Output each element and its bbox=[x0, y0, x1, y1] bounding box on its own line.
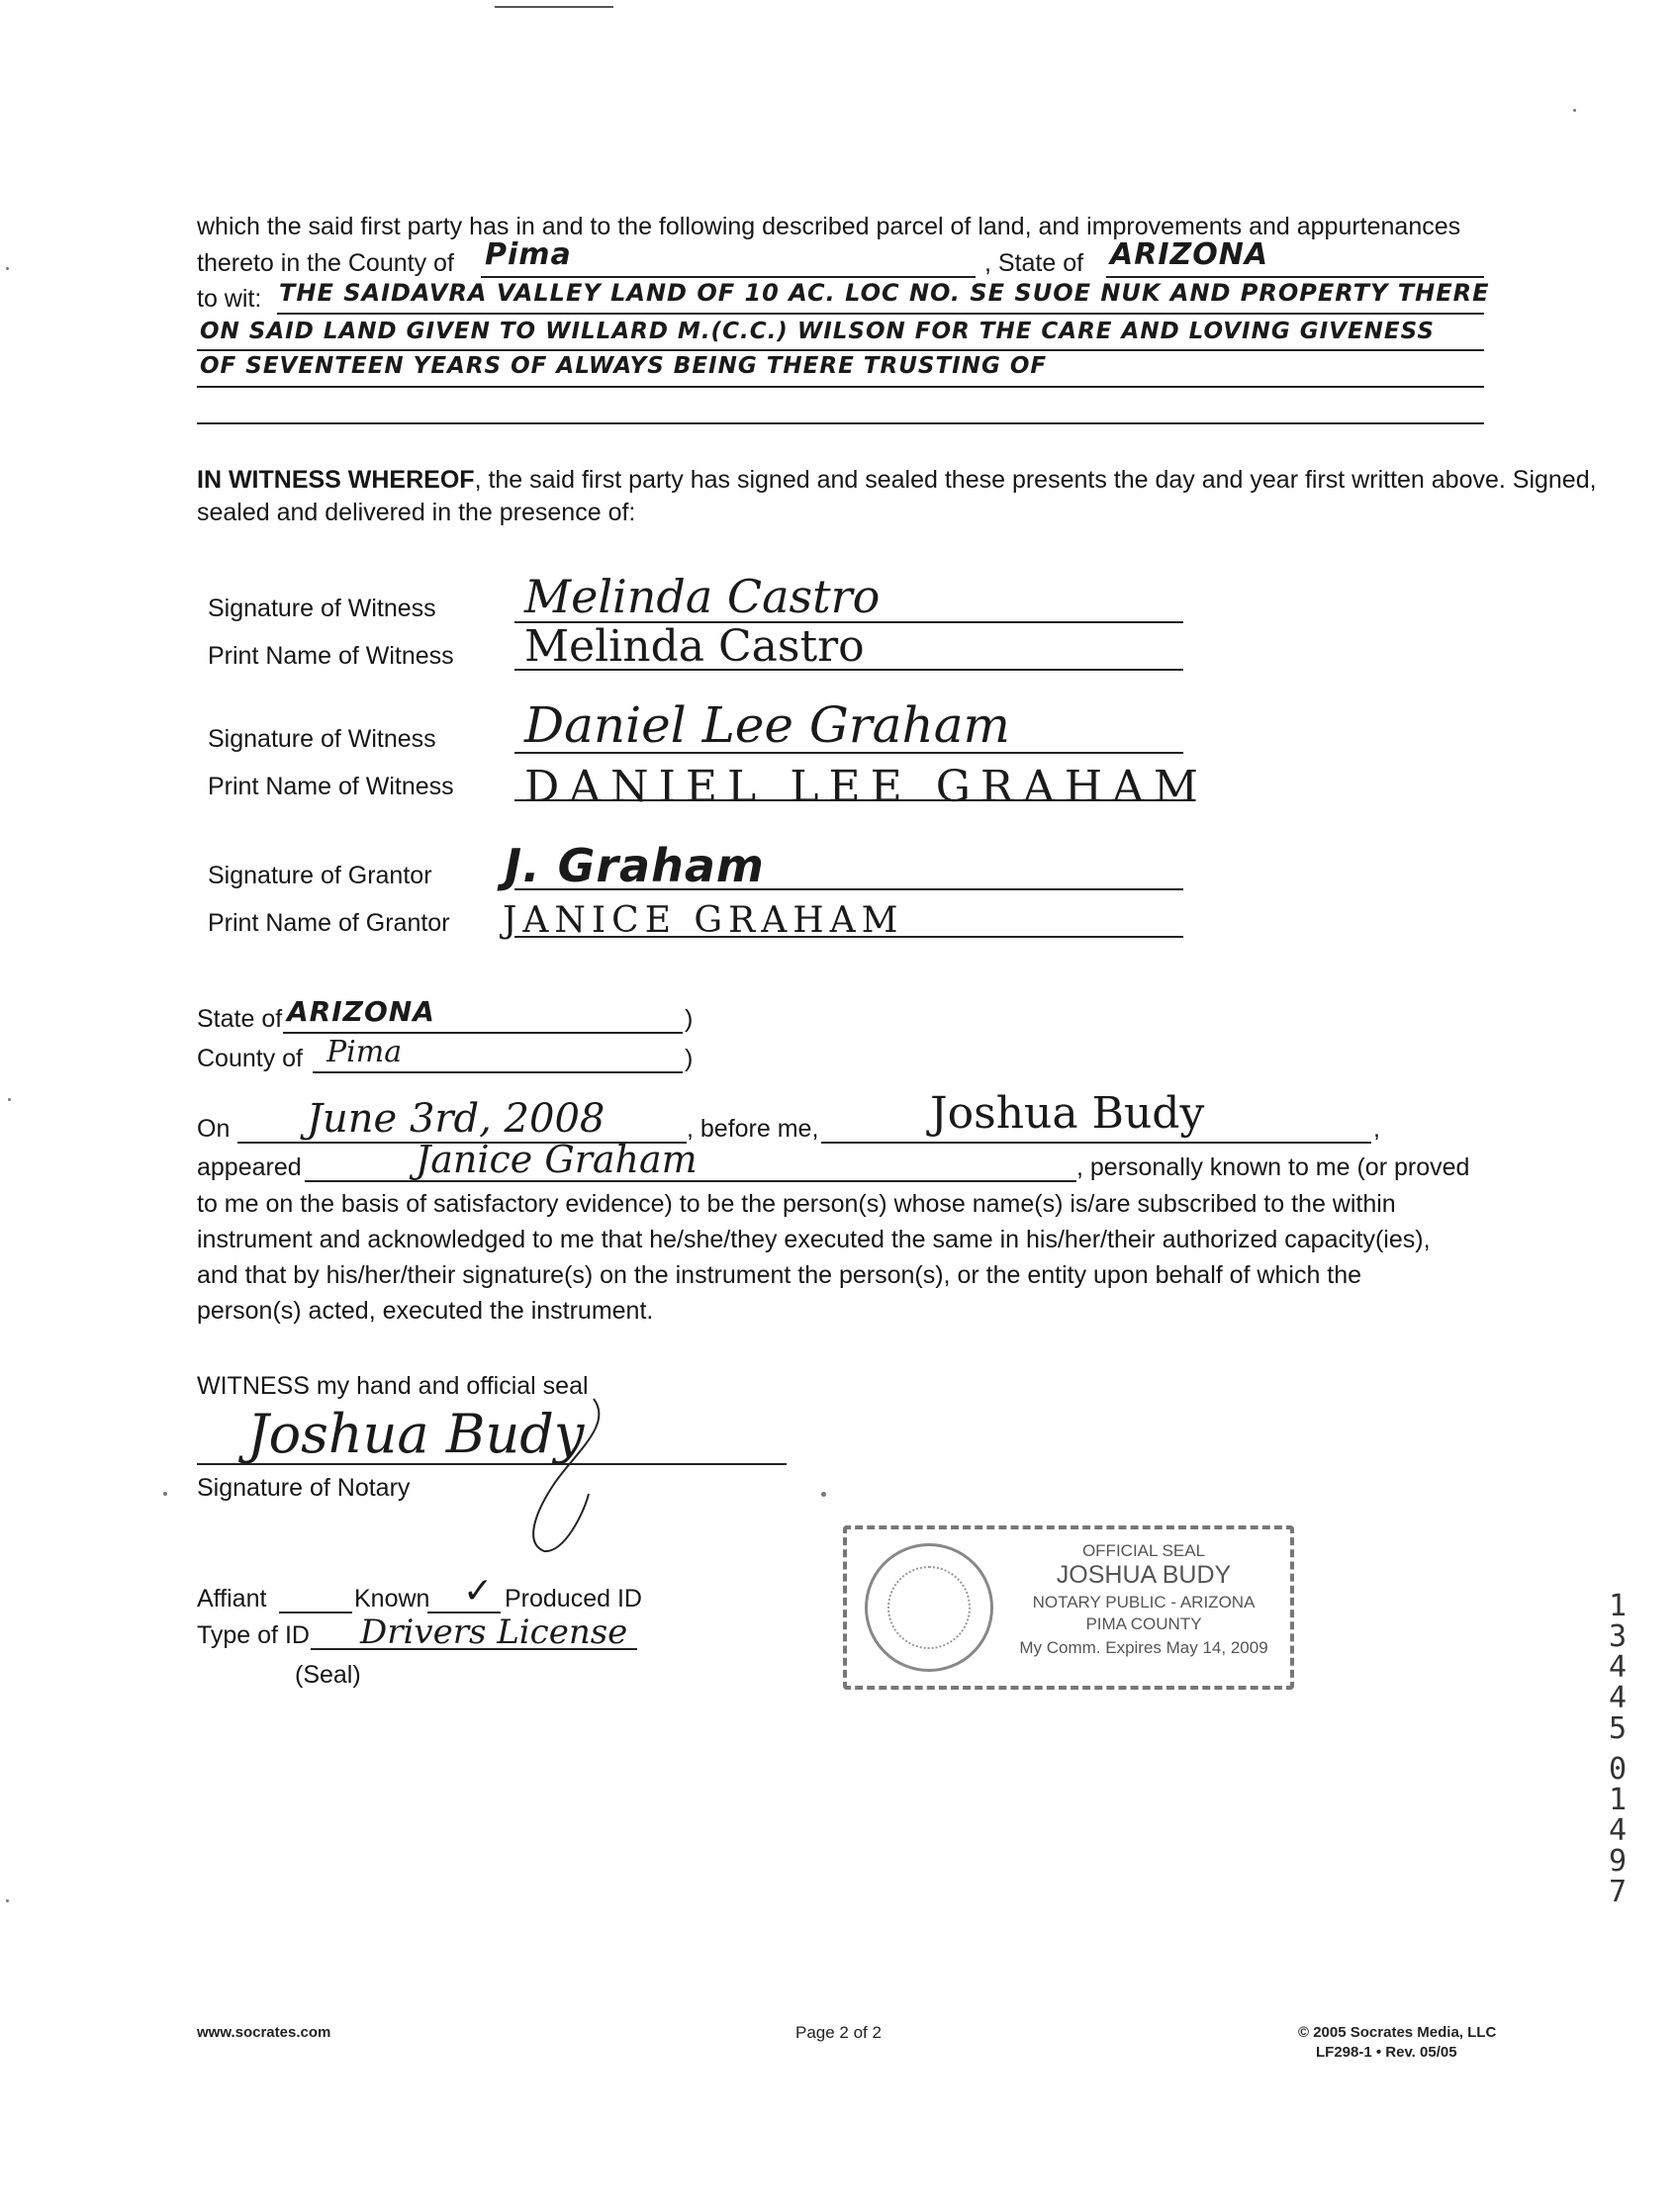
state-seal-inner-ring bbox=[887, 1566, 971, 1649]
scan-speck bbox=[163, 1492, 167, 1496]
desc-line-4 bbox=[197, 422, 1484, 424]
state-handwritten: ARIZONA bbox=[1110, 237, 1269, 272]
seal-line-4: PIMA COUNTY bbox=[1085, 1614, 1202, 1633]
scan-speck bbox=[1573, 109, 1576, 112]
scan-speck bbox=[495, 6, 613, 8]
ack-state-value: ARIZONA bbox=[287, 995, 435, 1028]
footer-website: www.socrates.com bbox=[197, 2024, 331, 2041]
ack-county-value: Pima bbox=[326, 1035, 403, 1069]
county-prefix: thereto in the County of bbox=[197, 249, 454, 277]
parcel-line-1: which the said first party has in and to the following described parcel of land, and improvements and appurtenances bbox=[197, 213, 1461, 240]
state-of-label: State of bbox=[197, 1005, 283, 1033]
appeared-label: appeared bbox=[197, 1153, 302, 1181]
scan-speck bbox=[6, 267, 9, 270]
before-me-comma: , bbox=[1373, 1115, 1380, 1143]
to-wit-prefix: to wit: bbox=[197, 285, 262, 313]
footer-form-number: LF298-1 • Rev. 05/05 bbox=[1316, 2044, 1457, 2061]
sig-value-5: J. Graham bbox=[505, 839, 765, 892]
county-handwritten: Pima bbox=[485, 237, 572, 272]
produced-check-mark: ✓ bbox=[463, 1571, 494, 1612]
ack-body-2: instrument and acknowledged to me that he/she/they executed the same in his/her/their authorized capacity(ies), bbox=[197, 1226, 1431, 1253]
sig-value-4: DANIEL LEE GRAHAM bbox=[524, 762, 1208, 812]
sig-label-1: Signature of Witness bbox=[208, 595, 436, 622]
desc-line-2 bbox=[197, 349, 1484, 351]
county-of-label: County of bbox=[197, 1045, 304, 1072]
ack-appeared-value: Janice Graham bbox=[416, 1138, 698, 1181]
notary-signature-value: Joshua Budy bbox=[247, 1403, 585, 1465]
sig-value-1: Melinda Castro bbox=[524, 570, 881, 623]
notary-name-line bbox=[821, 1142, 1371, 1144]
personally-known-text: , personally known to me (or proved bbox=[1076, 1153, 1470, 1181]
sig-value-3: Daniel Lee Graham bbox=[524, 696, 1010, 754]
desc-line-1 bbox=[277, 313, 1484, 315]
ack-body-1: to me on the basis of satisfactory evidence) to be the person(s) whose name(s) is/are subscribed to the within bbox=[197, 1190, 1396, 1218]
scan-speck bbox=[8, 1098, 11, 1101]
sig-label-5: Signature of Grantor bbox=[208, 862, 432, 889]
ack-state-line bbox=[283, 1032, 683, 1034]
ack-body-3: and that by his/her/their signature(s) on the instrument the person(s), or the entity upon behalf of which the bbox=[197, 1261, 1362, 1289]
footer-page: Page 2 of 2 bbox=[795, 2023, 882, 2042]
in-witness-lead: IN WITNESS WHEREOF bbox=[197, 466, 475, 494]
state-line bbox=[1106, 276, 1484, 278]
known-label: Known bbox=[354, 1585, 430, 1613]
desc-handwritten-2: ON SAID LAND GIVEN TO WILLARD M.(C.C.) WILSON FOR THE CARE AND LOVING GIVENESS bbox=[200, 319, 1435, 344]
before-me-label: , before me, bbox=[687, 1115, 819, 1143]
ack-state-paren: ) bbox=[685, 1005, 694, 1033]
seal-label: (Seal) bbox=[295, 1661, 361, 1689]
desc-handwritten-1: THE SAIDAVRA VALLEY LAND OF 10 AC. LOC NO. SE SUOE NUK AND PROPERTY THERE bbox=[279, 279, 1490, 307]
seal-line-2: JOSHUA BUDY bbox=[1056, 1561, 1232, 1589]
sig-value-6: JANICE GRAHAM bbox=[503, 900, 904, 941]
sig-value-2: Melinda Castro bbox=[524, 621, 865, 672]
ack-county-line bbox=[313, 1071, 683, 1073]
ack-body-4: person(s) acted, executed the instrument. bbox=[197, 1297, 654, 1325]
ack-date-value: June 3rd, 2008 bbox=[307, 1096, 606, 1142]
official-seal-stamp bbox=[843, 1525, 1294, 1690]
in-witness-paragraph-line-2: sealed and delivered in the presence of: bbox=[197, 499, 636, 526]
type-of-id-value: Drivers License bbox=[360, 1613, 628, 1652]
desc-line-3 bbox=[197, 386, 1484, 388]
ack-notary-value: Joshua Budy bbox=[930, 1088, 1205, 1139]
sig-label-6: Print Name of Grantor bbox=[208, 909, 450, 937]
seal-line-5: My Comm. Expires May 14, 2009 bbox=[1019, 1638, 1268, 1657]
in-witness-paragraph-line-1 bbox=[197, 465, 1597, 495]
affiant-known-line bbox=[279, 1612, 352, 1613]
scan-speck bbox=[6, 1899, 9, 1902]
seal-line-1: OFFICIAL SEAL bbox=[1081, 1541, 1206, 1560]
notary-signature-flourish bbox=[495, 1395, 633, 1563]
sig-label-3: Signature of Witness bbox=[208, 725, 436, 753]
produced-id-label: Produced ID bbox=[505, 1585, 642, 1613]
seal-line-3: NOTARY PUBLIC - ARIZONA bbox=[1032, 1593, 1256, 1612]
sig-label-2: Print Name of Witness bbox=[208, 642, 454, 670]
state-prefix: , State of bbox=[984, 249, 1084, 277]
scan-speck bbox=[821, 1492, 826, 1497]
type-of-id-label: Type of ID bbox=[197, 1621, 310, 1649]
sig-label-4: Print Name of Witness bbox=[208, 773, 454, 800]
in-witness-text: , the said first party has signed and sealed these presents the day and year first written above. Signed, bbox=[474, 466, 1597, 494]
on-label: On bbox=[197, 1115, 231, 1143]
witness-hand-seal: WITNESS my hand and official seal bbox=[197, 1372, 589, 1400]
side-document-number: 1 3 4 4 5 0 1 4 9 7 bbox=[1608, 1589, 1628, 1909]
county-line bbox=[481, 276, 976, 278]
ack-county-paren: ) bbox=[685, 1045, 694, 1072]
footer-copyright: © 2005 Socrates Media, LLC bbox=[1298, 2024, 1497, 2041]
signature-of-notary-label: Signature of Notary bbox=[197, 1474, 411, 1502]
affiant-label: Affiant bbox=[197, 1585, 267, 1613]
desc-handwritten-3: OF SEVENTEEN YEARS OF ALWAYS BEING THERE TRUSTING OF bbox=[200, 353, 1048, 379]
state-seal-emblem bbox=[865, 1543, 993, 1672]
